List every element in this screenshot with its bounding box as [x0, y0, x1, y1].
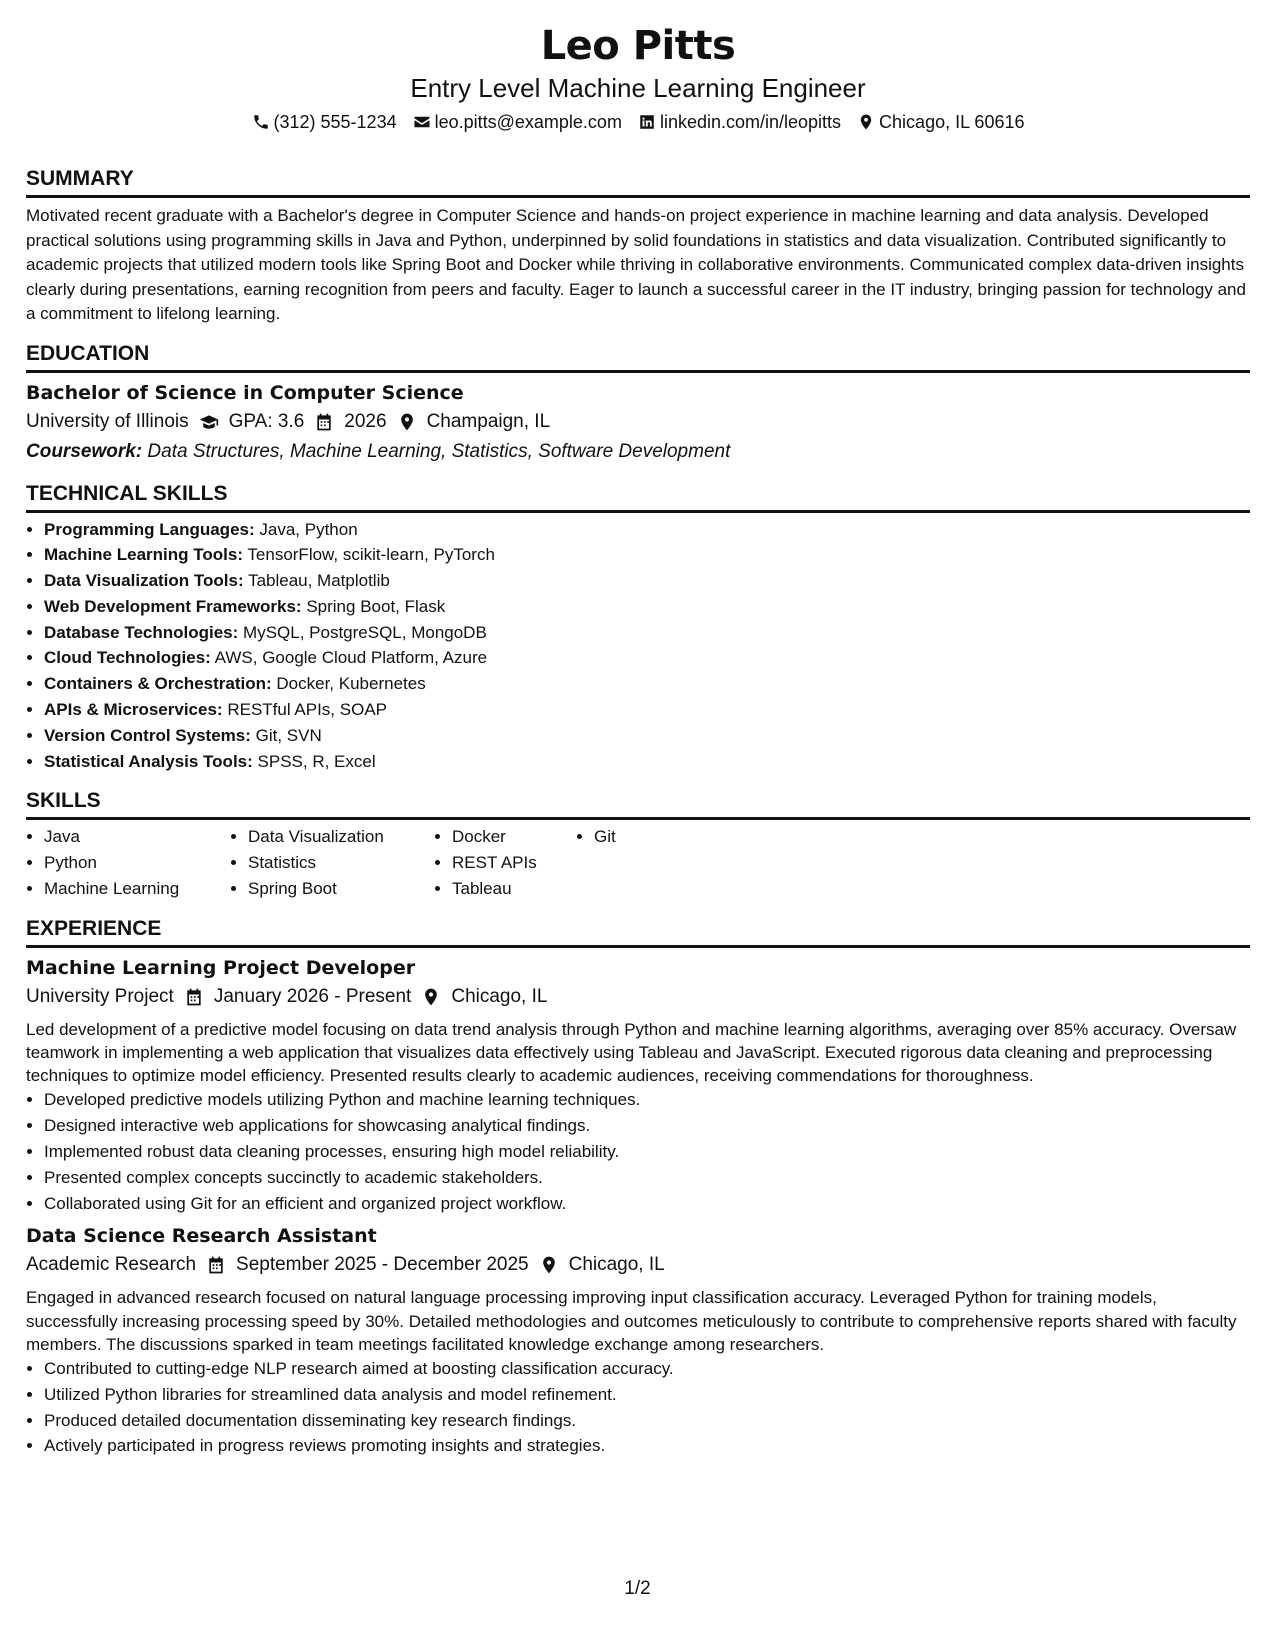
resume-header	[26, 22, 1250, 134]
skill-value: Tableau, Matplotlib	[248, 571, 390, 591]
skills-column-1	[26, 824, 230, 901]
list-item: • Implemented robust data cleaning processes, ensuring high model reliability.	[44, 1139, 1250, 1165]
skills-column-2	[230, 824, 434, 901]
skill-value: AWS, Google Cloud Platform, Azure	[214, 648, 488, 668]
school-name: University of Illinois	[26, 410, 189, 432]
list-item: • Presented complex concepts succinctly to academic stakeholders.	[44, 1165, 1250, 1191]
list-item	[44, 749, 1250, 775]
gpa-item	[199, 407, 305, 437]
skill-label: Web Development Frameworks:	[44, 596, 302, 616]
technical-skills-heading: TECHNICAL SKILLS	[26, 481, 1250, 513]
job-dates: January 2026 - Present	[213, 985, 412, 1007]
page-number: 1/2	[624, 1578, 651, 1599]
skill-label: Cloud Technologies:	[44, 648, 211, 668]
skill-value: Java, Python	[259, 519, 358, 539]
contact-phone[interactable]	[252, 110, 397, 134]
list-item: • Machine Learning	[44, 876, 230, 902]
job-meta	[26, 1250, 1250, 1280]
skill-label: Data Visualization Tools:	[44, 571, 244, 591]
job-bullets	[26, 1356, 1250, 1459]
technical-skills-list	[26, 517, 1250, 775]
location-text: Chicago, IL 60616	[879, 112, 1025, 132]
job-title: Data Science Research Assistant	[26, 1225, 377, 1248]
list-item	[44, 620, 1250, 646]
list-item	[44, 594, 1250, 620]
skill-label: Programming Languages:	[44, 519, 255, 539]
skills-column-4	[576, 824, 694, 901]
coursework-text: Data Structures, Machine Learning, Statistics, Software Development	[147, 440, 731, 462]
skill-label: Statistical Analysis Tools:	[44, 751, 253, 771]
contact-email[interactable]	[413, 110, 622, 134]
list-item	[44, 723, 1250, 749]
list-item: • Spring Boot	[248, 876, 434, 902]
map-marker-icon	[397, 412, 417, 432]
experience-entry-2	[26, 1222, 1250, 1459]
phone-text: (312) 555-1234	[273, 112, 397, 132]
education-section	[26, 341, 1250, 467]
envelope-icon	[413, 113, 431, 131]
map-marker-icon	[539, 1255, 559, 1275]
calendar-icon	[184, 987, 204, 1007]
skills-column-3	[434, 824, 576, 901]
list-item	[44, 645, 1250, 671]
list-item: • Data Visualization	[248, 824, 434, 850]
skill-value: RESTful APIs, SOAP	[227, 700, 387, 720]
list-item	[44, 697, 1250, 723]
skill-label: Database Technologies:	[44, 622, 239, 642]
technical-skills-section	[26, 481, 1250, 775]
education-location-item	[397, 407, 551, 437]
job-bullets	[26, 1087, 1250, 1216]
job-title: Machine Learning Project Developer	[26, 956, 416, 979]
skill-value: MySQL, PostgreSQL, MongoDB	[243, 622, 487, 642]
list-item: • Python	[44, 850, 230, 876]
job-meta	[26, 982, 1250, 1012]
job-description: Led development of a predictive model focusing on data trend analysis through Python and machine learning algorithms, averaging over 85% accuracy. Oversaw teamwork in implementing a web application that visualizes data effectively using Tableau and JavaScript. Executed rigorous data cleaning and preprocessing techniques to optimize model efficiency. Presented results clearly to academic audiences, receiving commendations for thoroughness.	[26, 1019, 1237, 1086]
list-item: • Contributed to cutting-edge NLP research aimed at boosting classification accuracy.	[44, 1356, 1250, 1382]
skill-value: Spring Boot, Flask	[306, 596, 446, 616]
year-text: 2026	[344, 410, 387, 432]
skills-heading: SKILLS	[26, 788, 1250, 820]
graduation-cap-icon	[199, 412, 219, 432]
list-item: • Produced detailed documentation disseminating key research findings.	[44, 1408, 1250, 1434]
linkedin-text: linkedin.com/in/leopitts	[659, 112, 842, 132]
list-item	[44, 671, 1250, 697]
job-dates-item	[206, 1250, 529, 1280]
skill-label: APIs & Microservices:	[44, 700, 223, 720]
job-location-item	[539, 1250, 665, 1280]
list-item: • Developed predictive models utilizing Python and machine learning techniques.	[44, 1087, 1250, 1113]
experience-entry-1	[26, 954, 1250, 1217]
list-item: • Designed interactive web applications for showcasing analytical findings.	[44, 1113, 1250, 1139]
calendar-icon	[314, 412, 334, 432]
gpa-text: GPA: 3.6	[228, 410, 305, 432]
list-item: • Utilized Python libraries for streamlined data analysis and model refinement.	[44, 1382, 1250, 1408]
job-org: University Project	[26, 985, 174, 1007]
list-item	[44, 542, 1250, 568]
job-dates: September 2025 - December 2025	[236, 1254, 529, 1276]
summary-text: Motivated recent graduate with a Bachelor's degree in Computer Science and hands-on project experience in machine learning and data analysis. Developed practical solutions using programming skills in Java and Python, underpinned by solid foundations in statistics and data visualization. Contributed significantly to academic projects that utilized modern tools like Spring Boot and Docker while thriving in collaborative environments. Communicated complex data-driven insights clearly during presentations, earning recognition from peers and faculty. Eager to launch a successful career in the IT industry, bringing passion for technology and a commitment to lifelong learning.	[26, 206, 1246, 323]
contact-location	[857, 110, 1024, 134]
skill-label: Containers & Orchestration:	[44, 674, 272, 694]
calendar-icon	[206, 1255, 226, 1275]
list-item: • Git	[594, 824, 694, 850]
candidate-title: Entry Level Machine Learning Engineer	[410, 73, 866, 103]
job-location: Chicago, IL	[451, 985, 548, 1007]
contact-bar	[26, 110, 1250, 134]
job-dates-item	[184, 982, 412, 1012]
skills-grid	[26, 824, 1250, 901]
list-item: • REST APIs	[452, 850, 576, 876]
experience-heading: EXPERIENCE	[26, 916, 1250, 948]
experience-section	[26, 916, 1250, 1459]
skills-section	[26, 788, 1250, 901]
list-item: • Java	[44, 824, 230, 850]
skill-value: SPSS, R, Excel	[257, 751, 376, 771]
list-item: • Actively participated in progress reviews promoting insights and strategies.	[44, 1433, 1250, 1459]
skill-value: TensorFlow, scikit-learn, PyTorch	[247, 545, 495, 565]
coursework-label: Coursework:	[26, 440, 143, 462]
skill-value: Docker, Kubernetes	[276, 674, 426, 694]
phone-icon	[252, 113, 270, 131]
job-location: Chicago, IL	[568, 1254, 665, 1276]
coursework-line	[26, 437, 1250, 467]
map-marker-icon	[857, 113, 875, 131]
job-description: Engaged in advanced research focused on natural language processing improving input classification accuracy. Leveraged Python for training models, successfully increasing processing speed by 30%. Detailed methodologies and outcomes meticulously to contribute to comprehensive reports shared with faculty members. The discussions sparked in team meetings facilitated knowledge exchange among researchers.	[26, 1288, 1237, 1354]
education-location-text: Champaign, IL	[426, 410, 551, 432]
education-meta	[26, 407, 1250, 437]
job-org: Academic Research	[26, 1254, 197, 1276]
list-item	[44, 517, 1250, 543]
resume-page	[26, 22, 1250, 1459]
list-item: • Collaborated using Git for an efficient and organized project workflow.	[44, 1191, 1250, 1217]
list-item: • Statistics	[248, 850, 434, 876]
email-text: leo.pitts@example.com	[434, 112, 622, 132]
summary-section	[26, 166, 1250, 327]
list-item: • Tableau	[452, 876, 576, 902]
education-heading: EDUCATION	[26, 341, 1250, 373]
contact-linkedin[interactable]	[638, 110, 841, 134]
job-location-item	[421, 982, 547, 1012]
summary-heading: SUMMARY	[26, 166, 1250, 198]
skill-label: Version Control Systems:	[44, 725, 251, 745]
map-marker-icon	[421, 987, 441, 1007]
linkedin-icon	[638, 113, 656, 131]
list-item: • Docker	[452, 824, 576, 850]
skill-label: Machine Learning Tools:	[44, 545, 243, 565]
candidate-name: Leo Pitts	[540, 23, 736, 69]
graduation-year-item	[314, 407, 386, 437]
degree-title: Bachelor of Science in Computer Science	[26, 381, 464, 404]
list-item	[44, 568, 1250, 594]
skill-value: Git, SVN	[255, 725, 322, 745]
